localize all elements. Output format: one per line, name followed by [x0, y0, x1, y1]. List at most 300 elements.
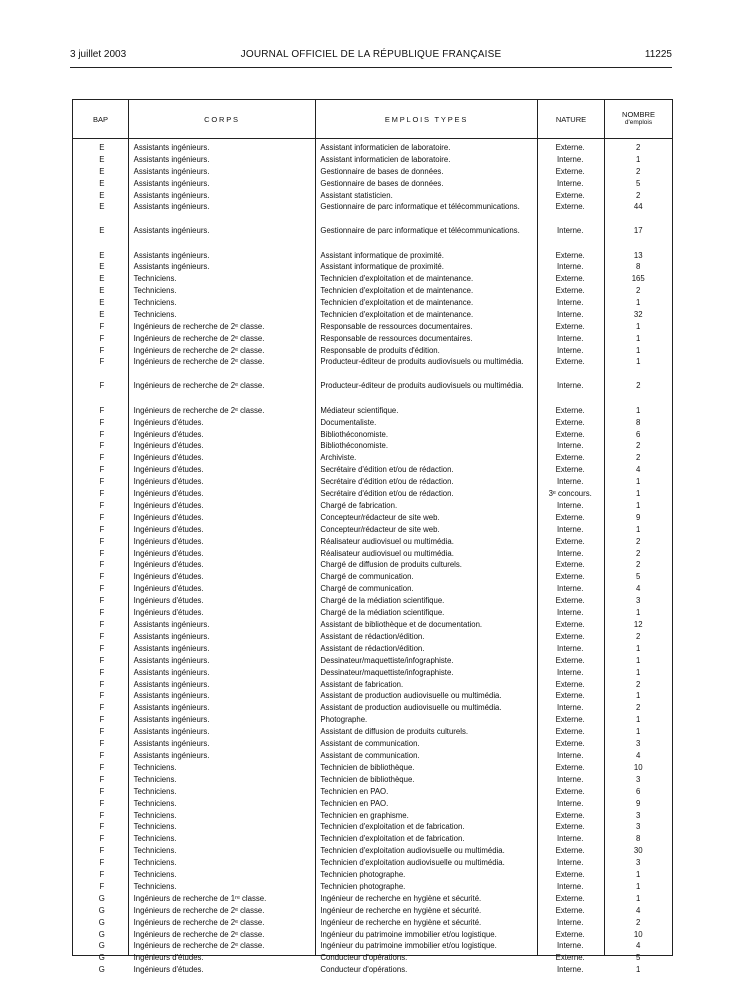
page-header	[70, 49, 672, 63]
cell-corps: Techniciens.	[133, 310, 177, 320]
table-row	[73, 917, 672, 929]
cell-nombre: 3	[636, 858, 641, 868]
col-header-nombre	[604, 100, 672, 138]
cell-nature: Externe.	[555, 679, 585, 689]
cell-corps: Assistants ingénieurs.	[133, 166, 210, 176]
table-row	[73, 679, 672, 691]
column-divider	[315, 139, 316, 955]
cell-nombre: 2	[636, 441, 641, 451]
table-row	[73, 357, 672, 381]
cell-nature: Externe.	[555, 631, 585, 641]
table-row	[73, 798, 672, 810]
cell-nature: Interne.	[556, 667, 584, 677]
cell-nature: Externe.	[555, 250, 585, 260]
cell-emploi: Gestionnaire de bases de données.	[320, 178, 444, 188]
cell-nature: Externe.	[555, 905, 585, 915]
cell-bap: F	[99, 596, 105, 606]
cell-corps: Ingénieurs de recherche de 2ᵉ classe.	[133, 917, 265, 927]
cell-bap: F	[99, 429, 105, 439]
col-header-emplois: EMPLOIS TYPES	[315, 100, 537, 138]
cell-emploi: Gestionnaire de bases de données.	[320, 166, 444, 176]
cell-nombre: 2	[636, 453, 641, 463]
cell-nombre: 1	[636, 691, 641, 701]
cell-emploi: Assistant de rédaction/édition.	[320, 631, 425, 641]
employment-table	[72, 99, 673, 975]
cell-bap: F	[99, 356, 105, 366]
table-row	[73, 762, 672, 774]
cell-emploi: Ingénieur de recherche en hygiène et sécurité.	[320, 917, 482, 927]
cell-bap: E	[99, 310, 105, 320]
cell-nombre: 2	[636, 679, 641, 689]
cell-corps: Assistants ingénieurs.	[133, 201, 210, 211]
cell-emploi: Conducteur d'opérations.	[320, 953, 408, 963]
cell-nombre: 3	[636, 774, 641, 784]
cell-emploi: Gestionnaire de parc informatique et télécommunications.	[320, 225, 520, 235]
table-row	[73, 595, 672, 607]
cell-emploi: Technicien de bibliothèque.	[320, 774, 415, 784]
page-number: 11225	[644, 49, 672, 60]
cell-emploi: Bibliothéconomiste.	[320, 429, 389, 439]
cell-bap: E	[99, 274, 105, 284]
table-row	[73, 524, 672, 536]
cell-nombre: 1	[636, 667, 641, 677]
cell-emploi: Responsable de ressources documentaires.	[320, 333, 473, 343]
cell-emploi: Ingénieur de recherche en hygiène et sécurité.	[320, 905, 482, 915]
cell-emploi: Chargé de communication.	[320, 584, 414, 594]
cell-bap: F	[99, 489, 105, 499]
cell-nature: Interne.	[556, 477, 584, 487]
cell-emploi: Technicien en graphisme.	[320, 810, 409, 820]
cell-nombre: 17	[633, 225, 643, 235]
cell-nombre: 30	[633, 846, 643, 856]
cell-bap: F	[99, 858, 105, 868]
cell-bap: F	[99, 739, 105, 749]
cell-emploi: Chargé de la médiation scientifique.	[320, 596, 445, 606]
cell-nature: Interne.	[556, 333, 584, 343]
cell-bap: E	[99, 201, 105, 211]
cell-bap: G	[98, 953, 105, 963]
table-row	[73, 952, 672, 964]
cell-corps: Ingénieurs d'études.	[133, 536, 204, 546]
cell-nature: Externe.	[555, 715, 585, 725]
cell-nature: Externe.	[555, 786, 585, 796]
cell-corps: Techniciens.	[133, 846, 177, 856]
table-row	[73, 440, 672, 452]
cell-nombre: 1	[636, 893, 641, 903]
cell-nombre: 8	[636, 834, 641, 844]
cell-corps: Ingénieurs de recherche de 2ᵉ classe.	[133, 905, 265, 915]
column-divider	[537, 139, 538, 955]
cell-nature: Interne.	[556, 225, 584, 235]
cell-nombre: 4	[636, 465, 641, 475]
cell-corps: Ingénieurs d'études.	[133, 608, 204, 618]
cell-nombre: 2	[636, 536, 641, 546]
cell-corps: Techniciens.	[133, 858, 177, 868]
cell-nombre: 1	[636, 715, 641, 725]
table-body	[73, 139, 672, 975]
table-header	[73, 100, 672, 139]
cell-nature: Externe.	[555, 893, 585, 903]
cell-bap: F	[99, 881, 105, 891]
table-row	[73, 833, 672, 845]
cell-emploi: Photographe.	[320, 715, 368, 725]
cell-nombre: 2	[636, 548, 641, 558]
table-row	[73, 417, 672, 429]
cell-emploi: Technicien d'exploitation audiovisuelle ou multimédia.	[320, 846, 505, 856]
cell-nombre: 4	[636, 750, 641, 760]
cell-bap: F	[99, 810, 105, 820]
cell-nombre: 9	[636, 798, 641, 808]
table-row	[73, 178, 672, 190]
cell-nombre: 1	[636, 405, 641, 415]
table-row	[73, 154, 672, 166]
cell-corps: Assistants ingénieurs.	[133, 691, 210, 701]
table-row	[73, 667, 672, 679]
cell-emploi: Technicien d'exploitation et de fabrication.	[320, 822, 465, 832]
cell-bap: F	[99, 405, 105, 415]
cell-nombre: 1	[636, 154, 641, 164]
journal-title: JOURNAL OFFICIEL DE LA RÉPUBLIQUE FRANÇAISE	[240, 49, 502, 60]
cell-emploi: Technicien en PAO.	[320, 786, 389, 796]
cell-corps: Ingénieurs d'études.	[133, 548, 204, 558]
table-row	[73, 381, 672, 405]
cell-nombre: 3	[636, 810, 641, 820]
cell-emploi: Concepteur/rédacteur de site web.	[320, 512, 440, 522]
cell-bap: F	[99, 631, 105, 641]
cell-nature: Externe.	[555, 691, 585, 701]
cell-emploi: Assistant de rédaction/édition.	[320, 643, 425, 653]
cell-nature: Interne.	[556, 917, 584, 927]
cell-bap: F	[99, 560, 105, 570]
cell-nombre: 4	[636, 584, 641, 594]
cell-nombre: 6	[636, 429, 641, 439]
table-row	[73, 810, 672, 822]
cell-nombre: 1	[636, 643, 641, 653]
table-row	[73, 774, 672, 786]
table-row	[73, 643, 672, 655]
cell-corps: Ingénieurs d'études.	[133, 596, 204, 606]
cell-nature: Externe.	[555, 286, 585, 296]
cell-emploi: Chargé de la médiation scientifique.	[320, 608, 445, 618]
cell-nature: Externe.	[555, 453, 585, 463]
cell-corps: Ingénieurs d'études.	[133, 572, 204, 582]
cell-nature: Externe.	[555, 810, 585, 820]
cell-bap: E	[99, 286, 105, 296]
cell-nature: Externe.	[555, 465, 585, 475]
cell-bap: F	[99, 643, 105, 653]
cell-emploi: Technicien photographe.	[320, 881, 406, 891]
table-row	[73, 333, 672, 345]
cell-corps: Assistants ingénieurs.	[133, 143, 210, 152]
cell-nombre: 5	[636, 953, 641, 963]
cell-nombre: 8	[636, 417, 641, 427]
cell-bap: F	[99, 512, 105, 522]
cell-emploi: Réalisateur audiovisuel ou multimédia.	[320, 536, 454, 546]
cell-corps: Techniciens.	[133, 834, 177, 844]
cell-nombre: 13	[633, 250, 643, 260]
cell-emploi: Chargé de fabrication.	[320, 500, 398, 510]
cell-nombre: 9	[636, 512, 641, 522]
cell-nombre: 6	[636, 786, 641, 796]
col-header-nature: NATURE	[537, 100, 604, 138]
cell-nature: Externe.	[555, 560, 585, 570]
cell-corps: Techniciens.	[133, 298, 177, 308]
table-row	[73, 261, 672, 273]
cell-corps: Assistants ingénieurs.	[133, 250, 210, 260]
table-row	[73, 500, 672, 512]
table-row	[73, 142, 672, 154]
cell-emploi: Dessinateur/maquettiste/infographiste.	[320, 667, 454, 677]
table-row	[73, 273, 672, 285]
cell-nature: Externe.	[555, 620, 585, 629]
cell-nature: Externe.	[555, 417, 585, 427]
cell-bap: F	[99, 667, 105, 677]
cell-bap: E	[99, 262, 105, 272]
cell-nature: Externe.	[555, 201, 585, 211]
cell-emploi: Ingénieur du patrimoine immobilier et/ou logistique.	[320, 941, 497, 951]
cell-nombre: 5	[636, 572, 641, 582]
cell-nature: Externe.	[555, 405, 585, 415]
cell-nombre: 1	[636, 500, 641, 510]
cell-nature: Interne.	[556, 774, 584, 784]
col-header-nombre-line1: NOMBRE	[622, 110, 655, 119]
table-row	[73, 464, 672, 476]
col-header-nombre-line2: d'emplois	[624, 119, 653, 126]
cell-emploi: Technicien d'exploitation et de maintenance.	[320, 274, 474, 284]
cell-corps: Assistants ingénieurs.	[133, 667, 210, 677]
cell-corps: Techniciens.	[133, 774, 177, 784]
cell-nombre: 3	[636, 739, 641, 749]
cell-bap: F	[99, 870, 105, 880]
cell-corps: Techniciens.	[133, 822, 177, 832]
table-row	[73, 655, 672, 667]
cell-nombre: 1	[636, 727, 641, 737]
table-row	[73, 476, 672, 488]
cell-nombre: 1	[636, 965, 641, 975]
cell-nature: Interne.	[556, 345, 584, 355]
table-row	[73, 488, 672, 500]
col-header-bap: BAP	[92, 114, 108, 124]
table-row	[73, 714, 672, 726]
cell-bap: F	[99, 536, 105, 546]
cell-corps: Techniciens.	[133, 810, 177, 820]
table-row	[73, 345, 672, 357]
cell-nombre: 1	[636, 608, 641, 618]
cell-emploi: Dessinateur/maquettiste/infographiste.	[320, 655, 454, 665]
cell-emploi: Technicien d'exploitation et de maintenance.	[320, 298, 474, 308]
cell-corps: Techniciens.	[133, 286, 177, 296]
cell-nature: Externe.	[555, 321, 585, 331]
cell-corps: Ingénieurs de recherche de 2ᵉ classe.	[133, 356, 265, 366]
cell-nature: Externe.	[555, 536, 585, 546]
cell-corps: Ingénieurs de recherche de 2ᵉ classe.	[133, 380, 265, 390]
cell-emploi: Conducteur d'opérations.	[320, 965, 408, 975]
cell-nombre: 2	[636, 143, 641, 152]
cell-nombre: 1	[636, 489, 641, 499]
cell-bap: E	[99, 190, 105, 200]
cell-emploi: Chargé de diffusion de produits culturels.	[320, 560, 462, 570]
table-row	[73, 321, 672, 333]
cell-nombre: 12	[633, 620, 643, 629]
cell-nature: Interne.	[556, 500, 584, 510]
cell-emploi: Gestionnaire de parc informatique et télécommunications.	[320, 201, 520, 211]
cell-nature: Interne.	[556, 941, 584, 951]
cell-nombre: 1	[636, 477, 641, 487]
cell-corps: Ingénieurs d'études.	[133, 417, 204, 427]
cell-nature: Interne.	[556, 298, 584, 308]
cell-nature: Externe.	[555, 929, 585, 939]
cell-emploi: Responsable de ressources documentaires.	[320, 321, 473, 331]
cell-emploi: Réalisateur audiovisuel ou multimédia.	[320, 548, 454, 558]
cell-corps: Assistants ingénieurs.	[133, 178, 210, 188]
cell-emploi: Technicien en PAO.	[320, 798, 389, 808]
cell-nombre: 2	[636, 917, 641, 927]
cell-corps: Ingénieurs d'études.	[133, 584, 204, 594]
cell-nature: 3ᵉ concours.	[548, 489, 592, 499]
table-row	[73, 786, 672, 798]
cell-corps: Ingénieurs de recherche de 2ᵉ classe.	[133, 941, 265, 951]
table-row	[73, 429, 672, 441]
cell-bap: F	[99, 703, 105, 713]
cell-emploi: Assistant de fabrication.	[320, 679, 404, 689]
cell-emploi: Assistant de bibliothèque et de documentation.	[320, 620, 483, 629]
cell-bap: F	[99, 834, 105, 844]
cell-emploi: Concepteur/rédacteur de site web.	[320, 524, 440, 534]
issue-date: 3 juillet 2003	[70, 49, 127, 60]
cell-emploi: Secrétaire d'édition et/ou de rédaction.	[320, 489, 454, 499]
cell-nombre: 2	[636, 560, 641, 570]
table-row	[73, 512, 672, 524]
cell-corps: Ingénieurs de recherche de 2ᵉ classe.	[133, 345, 265, 355]
cell-corps: Assistants ingénieurs.	[133, 739, 210, 749]
cell-nombre: 1	[636, 356, 641, 366]
cell-nombre: 1	[636, 333, 641, 343]
cell-corps: Assistants ingénieurs.	[133, 620, 210, 629]
cell-corps: Assistants ingénieurs.	[133, 262, 210, 272]
cell-nombre: 2	[636, 380, 641, 390]
table-row	[73, 690, 672, 702]
cell-corps: Ingénieurs d'études.	[133, 524, 204, 534]
cell-emploi: Assistant informatique de proximité.	[320, 250, 444, 260]
table-row	[73, 405, 672, 417]
cell-bap: G	[98, 917, 105, 927]
column-divider	[128, 139, 129, 955]
cell-bap: F	[99, 762, 105, 772]
table-row	[73, 583, 672, 595]
table-row	[73, 202, 672, 226]
cell-nature: Interne.	[556, 858, 584, 868]
cell-corps: Assistants ingénieurs.	[133, 727, 210, 737]
cell-bap: E	[99, 166, 105, 176]
cell-bap: F	[99, 715, 105, 725]
cell-bap: F	[99, 477, 105, 487]
cell-nature: Externe.	[555, 166, 585, 176]
cell-emploi: Technicien d'exploitation audiovisuelle ou multimédia.	[320, 858, 505, 868]
cell-bap: F	[99, 333, 105, 343]
cell-emploi: Secrétaire d'édition et/ou de rédaction.	[320, 465, 454, 475]
cell-bap: F	[99, 500, 105, 510]
cell-corps: Techniciens.	[133, 870, 177, 880]
cell-bap: F	[99, 345, 105, 355]
cell-emploi: Médiateur scientifique.	[320, 405, 399, 415]
cell-nature: Interne.	[556, 703, 584, 713]
table-row	[73, 738, 672, 750]
cell-bap: F	[99, 727, 105, 737]
table-row	[73, 619, 672, 631]
cell-corps: Ingénieurs de recherche de 2ᵉ classe.	[133, 405, 265, 415]
table-row	[73, 893, 672, 905]
column-divider	[604, 139, 605, 955]
header-rule	[70, 67, 672, 68]
cell-bap: E	[99, 225, 105, 235]
cell-nombre: 1	[636, 655, 641, 665]
cell-corps: Assistants ingénieurs.	[133, 679, 210, 689]
table-row	[73, 905, 672, 917]
table-row	[73, 869, 672, 881]
cell-emploi: Technicien d'exploitation et de fabrication.	[320, 834, 465, 844]
cell-nature: Externe.	[555, 274, 585, 284]
cell-nombre: 1	[636, 870, 641, 880]
col-header-corps: CORPS	[128, 100, 315, 138]
cell-bap: G	[98, 905, 105, 915]
cell-nature: Interne.	[556, 965, 584, 975]
cell-corps: Ingénieurs d'études.	[133, 429, 204, 439]
cell-nature: Interne.	[556, 178, 584, 188]
cell-bap: F	[99, 548, 105, 558]
cell-nature: Externe.	[555, 572, 585, 582]
cell-emploi: Ingénieur de recherche en hygiène et sécurité.	[320, 893, 482, 903]
cell-nombre: 1	[636, 321, 641, 331]
cell-emploi: Assistant de communication.	[320, 750, 420, 760]
cell-nature: Externe.	[555, 870, 585, 880]
table-row	[73, 226, 672, 250]
cell-bap: E	[99, 143, 105, 152]
cell-emploi: Technicien de bibliothèque.	[320, 762, 415, 772]
cell-bap: F	[99, 584, 105, 594]
cell-corps: Techniciens.	[133, 798, 177, 808]
cell-bap: E	[99, 250, 105, 260]
table-row	[73, 726, 672, 738]
cell-bap: F	[99, 608, 105, 618]
cell-emploi: Responsable de produits d'édition.	[320, 345, 440, 355]
cell-nature: Interne.	[556, 262, 584, 272]
cell-nature: Interne.	[556, 750, 584, 760]
cell-bap: G	[98, 929, 105, 939]
cell-nature: Interne.	[556, 608, 584, 618]
cell-corps: Ingénieurs d'études.	[133, 441, 204, 451]
cell-nature: Interne.	[556, 310, 584, 320]
cell-nature: Interne.	[556, 798, 584, 808]
cell-bap: F	[99, 417, 105, 427]
table-row	[73, 166, 672, 178]
cell-bap: E	[99, 178, 105, 188]
cell-corps: Ingénieurs de recherche de 2ᵉ classe.	[133, 929, 265, 939]
table-row	[73, 821, 672, 833]
cell-emploi: Assistant informaticien de laboratoire.	[320, 143, 451, 152]
cell-corps: Assistants ingénieurs.	[133, 631, 210, 641]
cell-nombre: 2	[636, 166, 641, 176]
table-row	[73, 631, 672, 643]
cell-emploi: Technicien d'exploitation et de maintenance.	[320, 310, 474, 320]
cell-corps: Ingénieurs d'études.	[133, 465, 204, 475]
cell-nature: Interne.	[556, 834, 584, 844]
cell-emploi: Assistant de production audiovisuelle ou multimédia.	[320, 691, 502, 701]
cell-bap: G	[98, 893, 105, 903]
cell-bap: F	[99, 453, 105, 463]
cell-corps: Assistants ingénieurs.	[133, 750, 210, 760]
cell-bap: E	[99, 154, 105, 164]
cell-nombre: 10	[633, 762, 643, 772]
